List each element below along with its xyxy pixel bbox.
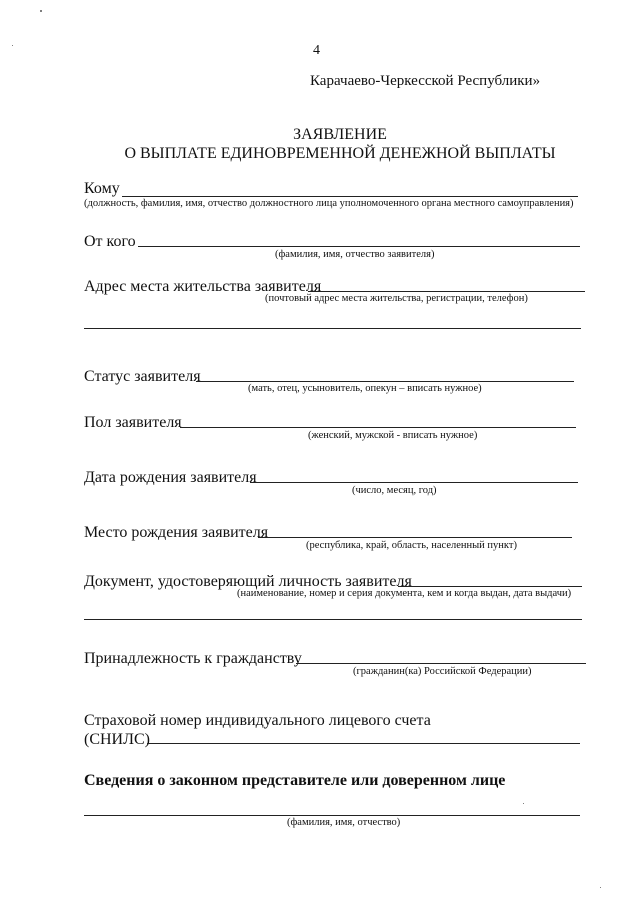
scan-speck [600, 887, 601, 888]
field-line-snils[interactable] [147, 743, 580, 744]
field-label-citizenship: Принадлежность к гражданству [84, 650, 302, 667]
page-number: 4 [313, 43, 320, 58]
field-hint-ot-kogo: (фамилия, имя, отчество заявителя) [275, 249, 435, 260]
field-hint-status: (мать, отец, усыновитель, опекун – вписать нужное) [248, 383, 482, 394]
field-label-document: Документ, удостоверяющий личность заявителя [84, 573, 412, 590]
field-line-address[interactable] [308, 291, 585, 292]
field-label-status: Статус заявителя [84, 368, 201, 385]
field-label-address: Адрес места жительства заявителя [84, 278, 322, 295]
field-line-gender[interactable] [180, 427, 576, 428]
representative-heading: Сведения о законном представителе или доверенном лице [84, 772, 506, 789]
field-line-birth-place[interactable] [258, 537, 572, 538]
scan-speck [40, 10, 42, 12]
field-label-snils-abbr: (СНИЛС) [84, 731, 150, 748]
header-region-name: Карачаево-Черкесской Республики» [310, 73, 541, 89]
field-line-komu[interactable] [122, 196, 578, 197]
field-label-gender: Пол заявителя [84, 414, 182, 431]
field-label-komu: Кому [84, 180, 120, 197]
field-hint-representative: (фамилия, имя, отчество) [287, 817, 401, 828]
field-line-citizenship[interactable] [296, 663, 586, 664]
document-title: ЗАЯВЛЕНИЕ [293, 126, 387, 143]
field-hint-komu: (должность, фамилия, имя, отчество должностного лица уполномоченного органа местного самоуправления) [84, 198, 574, 209]
field-hint-birth-date: (число, месяц, год) [352, 485, 437, 496]
field-line-ot-kogo[interactable] [138, 246, 580, 247]
field-line-birth-date[interactable] [250, 482, 578, 483]
field-line-representative[interactable] [84, 815, 580, 816]
field-label-ot-kogo: От кого [84, 233, 136, 250]
field-hint-document: (наименование, номер и серия документа, кем и когда выдан, дата выдачи) [237, 588, 572, 599]
document-subtitle: О ВЫПЛАТЕ ЕДИНОВРЕМЕННОЙ ДЕНЕЖНОЙ ВЫПЛАТЫ [124, 145, 556, 162]
field-hint-gender: (женский, мужской - вписать нужное) [308, 430, 478, 441]
field-line-address-2[interactable] [84, 328, 581, 329]
field-hint-address: (почтовый адрес места жительства, регистрации, телефон) [265, 293, 528, 304]
field-line-document[interactable] [398, 586, 582, 587]
field-label-snils: Страховой номер индивидуального лицевого счета [84, 712, 431, 729]
scan-speck [523, 803, 524, 804]
field-label-birth-date: Дата рождения заявителя [84, 469, 257, 486]
field-hint-birth-place: (республика, край, область, населенный пункт) [306, 540, 517, 551]
field-line-status[interactable] [196, 381, 574, 382]
field-line-document-2[interactable] [84, 619, 582, 620]
field-label-birth-place: Место рождения заявителя [84, 524, 269, 541]
field-hint-citizenship: (гражданин(ка) Российской Федерации) [353, 666, 532, 677]
